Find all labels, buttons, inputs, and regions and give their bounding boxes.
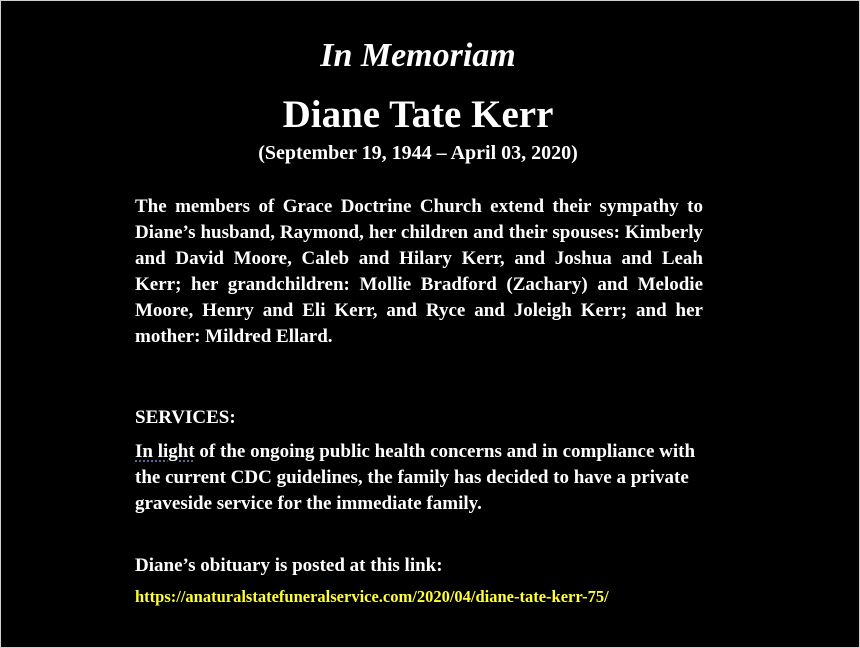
life-dates: (September 19, 1944 – April 03, 2020) xyxy=(258,142,578,164)
services-text-start: In light xyxy=(135,441,195,462)
condolence-paragraph: The members of Grace Doctrine Church extend their sympathy to Diane’s husband, Raymond, her children and their spouses: Kimberly and David Moore, Caleb and Hilary Kerr, and Joshua and Leah Kerr; her grandchildren: Mollie Bradford (Zachary) and Melodie Moore, Henry and Eli Kerr, and Ryce and Joleigh Kerr; and her mother: Mildred Ellard. xyxy=(135,196,703,347)
services-heading: SERVICES: xyxy=(135,407,236,428)
memoriam-title: In Memoriam xyxy=(320,37,516,74)
services-paragraph xyxy=(135,439,703,517)
obituary-link[interactable]: https://anaturalstatefuneralservice.com/2020/04/diane-tate-kerr-75/ xyxy=(135,587,609,606)
deceased-name: Diane Tate Kerr xyxy=(282,93,554,136)
obituary-label: Diane’s obituary is posted at this link: xyxy=(135,555,443,576)
services-text-rest: of the ongoing public health concerns and in compliance with the current CDC guidelines, the family has decided to have a private graveside service for the immediate family. xyxy=(135,441,696,514)
